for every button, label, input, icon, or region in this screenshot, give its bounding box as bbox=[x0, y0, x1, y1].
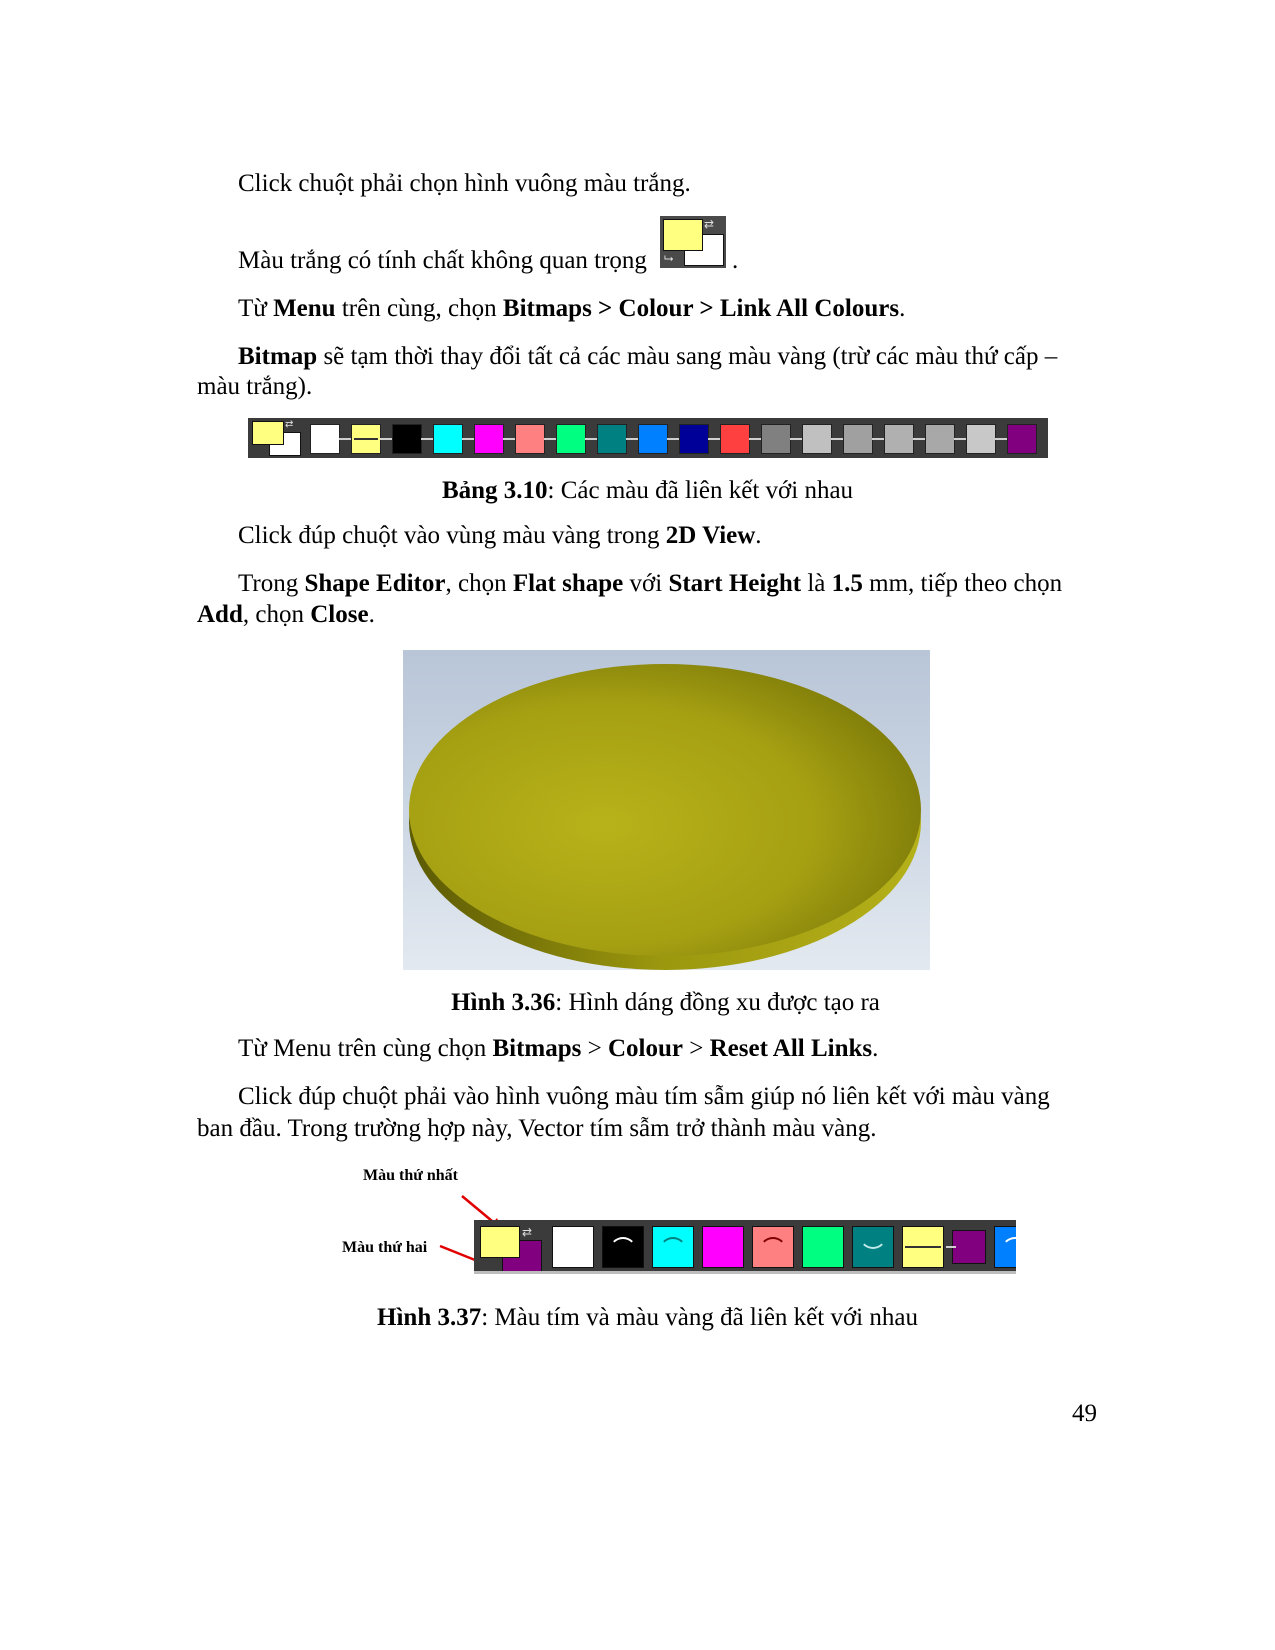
paragraph-bitmap-change-line2: màu trắng). bbox=[197, 373, 313, 400]
arc-up-icon bbox=[609, 1237, 637, 1265]
link-connector bbox=[421, 438, 433, 440]
colour-swatch[interactable] bbox=[652, 1226, 694, 1268]
arc-up-icon bbox=[1001, 1237, 1016, 1265]
link-connector bbox=[946, 1246, 956, 1248]
link-connector bbox=[462, 438, 474, 440]
colour-swatch[interactable] bbox=[802, 1226, 844, 1268]
arc-down-icon bbox=[859, 1226, 887, 1249]
colour-swatch[interactable] bbox=[852, 1226, 894, 1268]
colour-swatch[interactable] bbox=[515, 424, 545, 454]
coin-3d-figure bbox=[403, 650, 930, 970]
colour-swatch[interactable] bbox=[802, 424, 832, 454]
reset-arrow-icon: ⮡ bbox=[664, 251, 674, 265]
link-connector bbox=[872, 438, 884, 440]
colour-swatch[interactable] bbox=[602, 1226, 644, 1268]
page-number: 49 bbox=[1072, 1400, 1097, 1427]
swap-icon: ⇄ bbox=[704, 217, 715, 231]
link-connector bbox=[339, 438, 351, 440]
swap-icon: ⇄ bbox=[285, 419, 294, 430]
colour-swatch[interactable] bbox=[433, 424, 463, 454]
colour-swatch[interactable] bbox=[720, 424, 750, 454]
paragraph-white-not-important: Màu trắng có tính chất không quan trọng bbox=[238, 247, 647, 274]
caption-figure-3-37: Hình 3.37: Màu tím và màu vàng đã liên kết với nhau bbox=[377, 1304, 918, 1331]
colour-swatch[interactable] bbox=[902, 1226, 944, 1268]
purple-yellow-linked-palette bbox=[474, 1220, 1016, 1274]
paragraph-shape-editor-line2: Add, chọn Close. bbox=[197, 601, 375, 628]
colour-swatch[interactable] bbox=[310, 424, 340, 454]
line-marker bbox=[905, 1246, 941, 1248]
link-connector bbox=[954, 438, 966, 440]
colour-swatch[interactable] bbox=[638, 424, 668, 454]
linked-colour-palette bbox=[248, 418, 1048, 458]
link-connector bbox=[626, 438, 638, 440]
arc-up-icon bbox=[759, 1237, 787, 1265]
link-connector bbox=[708, 438, 720, 440]
link-connector bbox=[995, 438, 1007, 440]
link-connector bbox=[913, 438, 925, 440]
link-connector bbox=[749, 438, 761, 440]
colour-swatch[interactable] bbox=[994, 1226, 1016, 1268]
label-second-colour: Màu thứ hai bbox=[342, 1239, 428, 1256]
colour-swatch[interactable] bbox=[552, 1226, 594, 1268]
colour-swatch[interactable] bbox=[966, 424, 996, 454]
caption-table-3-10: Bảng 3.10: Các màu đã liên kết với nhau bbox=[441, 477, 854, 504]
paragraph-reset-all-links: Từ Menu trên cùng chọn Bitmaps > Colour > Reset All Links. bbox=[238, 1035, 879, 1062]
colour-swatch[interactable] bbox=[843, 424, 873, 454]
link-connector bbox=[585, 438, 597, 440]
colour-swatch[interactable] bbox=[884, 424, 914, 454]
primary-secondary-colour-icon bbox=[660, 216, 726, 268]
current-colour-icon-2 bbox=[478, 1224, 542, 1272]
colour-swatch[interactable] bbox=[952, 1230, 986, 1264]
link-connector bbox=[380, 438, 392, 440]
current-colour-icon bbox=[251, 420, 303, 456]
colour-swatch[interactable] bbox=[679, 424, 709, 454]
link-connector bbox=[503, 438, 515, 440]
swap-icon: ⇄ bbox=[522, 1225, 533, 1239]
link-connector bbox=[831, 438, 843, 440]
caption-figure-3-36: Hình 3.36: Hình dáng đồng xu được tạo ra bbox=[451, 989, 880, 1016]
line-marker bbox=[354, 438, 378, 440]
colour-swatch[interactable] bbox=[761, 424, 791, 454]
colour-swatch[interactable] bbox=[597, 424, 627, 454]
colour-swatch[interactable] bbox=[474, 424, 504, 454]
paragraph-double-click-purple: Click đúp chuột phải vào hình vuông màu tím sẫm giúp nó liên kết với màu vàng bbox=[238, 1083, 1050, 1110]
link-connector bbox=[790, 438, 802, 440]
paragraph-link-all-colours: Từ Menu trên cùng, chọn Bitmaps > Colour > Link All Colours. bbox=[238, 295, 906, 322]
colour-swatch[interactable] bbox=[752, 1226, 794, 1268]
arc-up-icon bbox=[659, 1237, 687, 1265]
colour-swatch[interactable] bbox=[925, 424, 955, 454]
coin-shape bbox=[403, 650, 930, 970]
link-connector bbox=[544, 438, 556, 440]
colour-swatch[interactable] bbox=[556, 424, 586, 454]
paragraph-double-click-2d-view: Click đúp chuột vào vùng màu vàng trong 2D View. bbox=[238, 522, 762, 549]
paragraph-right-click-white: Click chuột phải chọn hình vuông màu trắng. bbox=[238, 170, 691, 197]
link-connector bbox=[667, 438, 679, 440]
coin-face bbox=[409, 664, 921, 956]
label-first-colour: Màu thứ nhất bbox=[363, 1167, 458, 1184]
paragraph-shape-editor: Trong Shape Editor, chọn Flat shape với Start Height là 1.5 mm, tiếp theo chọn bbox=[238, 570, 1063, 597]
paragraph-period: . bbox=[732, 247, 739, 274]
colour-swatch[interactable] bbox=[351, 424, 381, 454]
paragraph-double-click-purple-line2: ban đầu. Trong trường hợp này, Vector tím sẫm trở thành màu vàng. bbox=[197, 1115, 877, 1142]
colour-swatch[interactable] bbox=[1007, 424, 1037, 454]
colour-swatch[interactable] bbox=[702, 1226, 744, 1268]
colour-swatch[interactable] bbox=[392, 424, 422, 454]
paragraph-bitmap-change: Bitmap sẽ tạm thời thay đổi tất cả các màu sang màu vàng (trừ các màu thứ cấp – bbox=[238, 343, 1058, 370]
